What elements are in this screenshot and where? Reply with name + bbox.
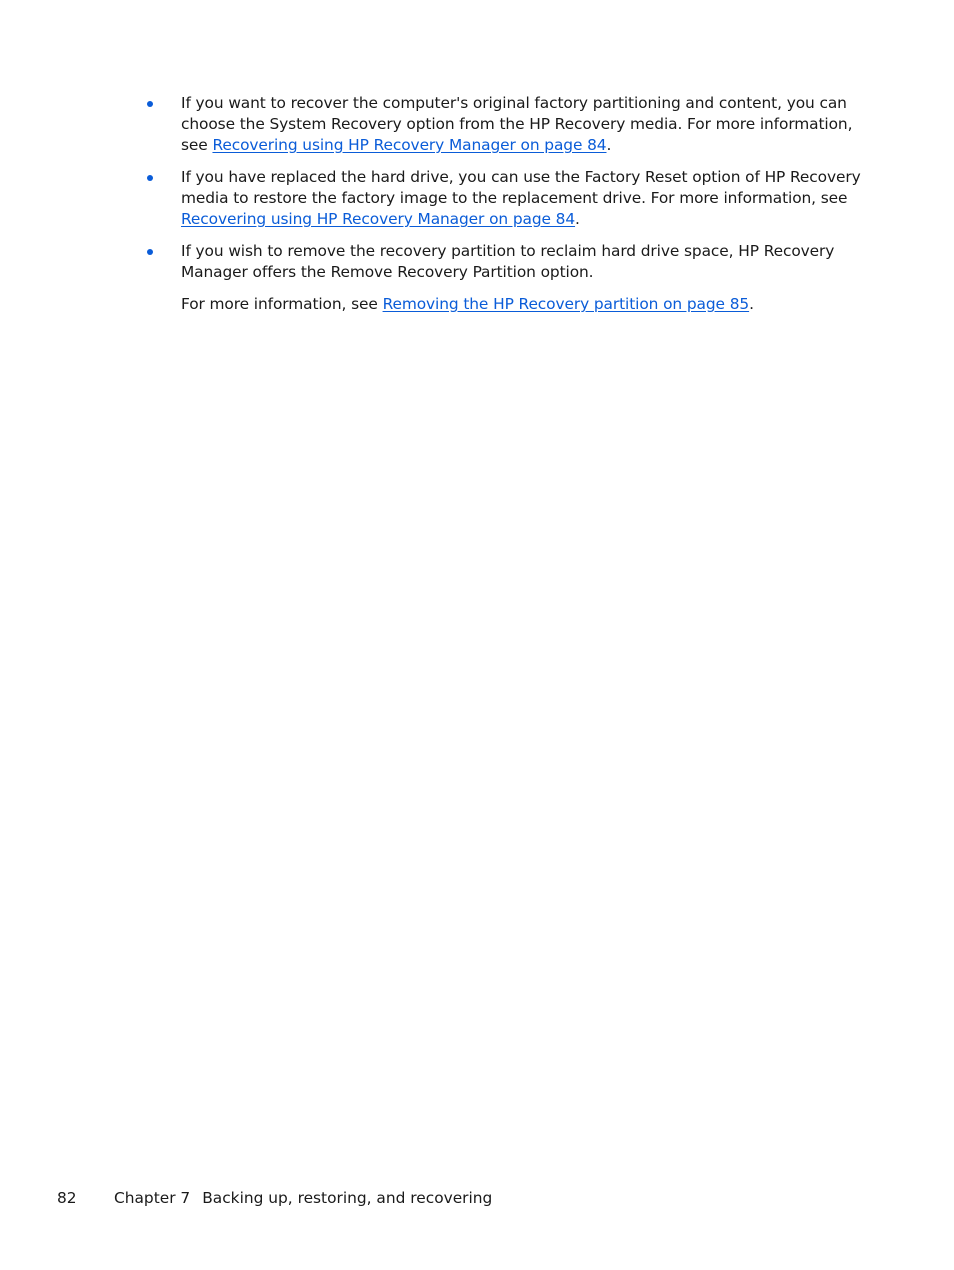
bullet-paragraph: If you wish to remove the recovery partition to reclaim hard drive space, HP Recovery Manager offers the Remove Recovery Partition option.	[181, 242, 835, 281]
list-item	[144, 241, 872, 315]
removing-hp-recovery-partition-link[interactable]: Removing the HP Recovery partition on page 85	[382, 295, 750, 313]
chapter-label: Chapter 7	[114, 1189, 191, 1207]
recovering-using-hp-recovery-manager-link[interactable]: Recovering using HP Recovery Manager on page 84	[181, 210, 576, 228]
paragraph-text: For more information, see	[181, 295, 383, 313]
page-footer	[57, 1188, 492, 1209]
paragraph-text: If you have replaced the hard drive, you can use the Factory Reset option of HP Recovery media to restore the factory image to the replacement drive. For more information, see	[181, 168, 861, 207]
sub-paragraph	[181, 294, 872, 315]
chapter-title: Backing up, restoring, and recovering	[202, 1189, 493, 1207]
paragraph-text-end: .	[606, 136, 612, 154]
bullet-paragraph	[181, 93, 872, 156]
bullet-icon	[147, 249, 153, 255]
bullet-icon	[147, 101, 153, 107]
list-item	[144, 167, 872, 230]
paragraph-text-end: .	[575, 210, 580, 228]
bullet-paragraph	[181, 167, 872, 230]
page-number: 82	[57, 1189, 77, 1207]
list-item	[144, 93, 872, 156]
bullet-icon	[147, 175, 153, 181]
paragraph-text-end: .	[749, 295, 754, 313]
recovering-using-hp-recovery-manager-link[interactable]: Recovering using HP Recovery Manager on page 84	[212, 136, 607, 154]
paragraph-text: If you want to recover the computer's original factory partitioning and content, you can choose the System Recovery option from the HP Recovery media. For more information, see	[181, 94, 853, 154]
bullet-list	[144, 93, 872, 326]
